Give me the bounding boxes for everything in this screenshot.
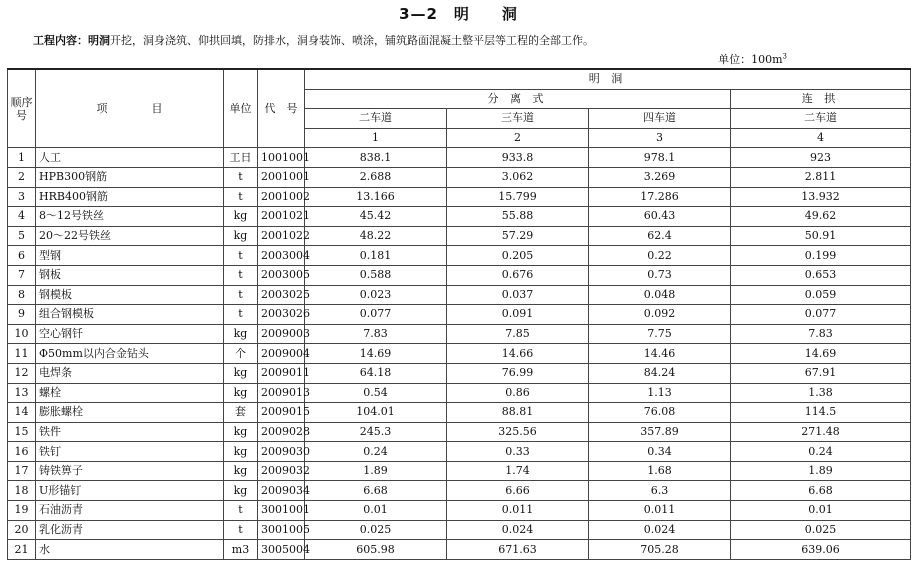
header-number: 4 bbox=[731, 128, 911, 148]
row-code: 2003026 bbox=[258, 305, 305, 325]
table-row bbox=[8, 481, 911, 501]
row-value: 0.011 bbox=[589, 501, 731, 521]
row-unit: kg bbox=[224, 226, 258, 246]
row-seq: 6 bbox=[8, 246, 36, 266]
row-code: 2009028 bbox=[258, 422, 305, 442]
row-seq: 2 bbox=[8, 167, 36, 187]
header-unit: 单位 bbox=[224, 69, 258, 148]
header-number: 3 bbox=[589, 128, 731, 148]
row-value: 0.01 bbox=[305, 501, 447, 521]
row-value: 17.286 bbox=[589, 187, 731, 207]
header-lane: 三车道 bbox=[447, 109, 589, 129]
row-value: 0.024 bbox=[447, 520, 589, 540]
row-item-name: 空心钢钎 bbox=[36, 324, 224, 344]
row-value: 7.85 bbox=[447, 324, 589, 344]
row-value: 76.99 bbox=[447, 363, 589, 383]
row-value: 114.5 bbox=[731, 403, 911, 423]
table-row bbox=[8, 344, 911, 364]
row-seq: 21 bbox=[8, 540, 36, 560]
row-seq: 17 bbox=[8, 461, 36, 481]
row-unit: kg bbox=[224, 461, 258, 481]
row-item-name: 石油沥青 bbox=[36, 501, 224, 521]
row-value: 0.34 bbox=[589, 442, 731, 462]
row-code: 1001001 bbox=[258, 148, 305, 168]
row-code: 2009004 bbox=[258, 344, 305, 364]
row-code: 2001002 bbox=[258, 187, 305, 207]
row-value: 671.63 bbox=[447, 540, 589, 560]
row-seq: 11 bbox=[8, 344, 36, 364]
row-seq: 19 bbox=[8, 501, 36, 521]
row-code: 2003005 bbox=[258, 265, 305, 285]
row-seq: 20 bbox=[8, 520, 36, 540]
row-value: 0.86 bbox=[447, 383, 589, 403]
row-code: 2009032 bbox=[258, 461, 305, 481]
row-value: 3.062 bbox=[447, 167, 589, 187]
header-number: 2 bbox=[447, 128, 589, 148]
row-value: 325.56 bbox=[447, 422, 589, 442]
header-lane: 二车道 bbox=[305, 109, 447, 129]
header-number: 1 bbox=[305, 128, 447, 148]
header-lane: 四车道 bbox=[589, 109, 731, 129]
row-seq: 18 bbox=[8, 481, 36, 501]
header-lane: 二车道 bbox=[731, 109, 911, 129]
row-value: 6.68 bbox=[305, 481, 447, 501]
table-row bbox=[8, 383, 911, 403]
row-item-name: 型钢 bbox=[36, 246, 224, 266]
row-seq: 4 bbox=[8, 207, 36, 227]
row-unit: 套 bbox=[224, 403, 258, 423]
row-value: 0.023 bbox=[305, 285, 447, 305]
row-unit: kg bbox=[224, 383, 258, 403]
row-value: 7.83 bbox=[305, 324, 447, 344]
row-item-name: U形锚钉 bbox=[36, 481, 224, 501]
table-row bbox=[8, 246, 911, 266]
row-unit: kg bbox=[224, 481, 258, 501]
row-value: 271.48 bbox=[731, 422, 911, 442]
row-value: 2.811 bbox=[731, 167, 911, 187]
row-value: 48.22 bbox=[305, 226, 447, 246]
row-value: 0.011 bbox=[447, 501, 589, 521]
row-code: 2009013 bbox=[258, 383, 305, 403]
row-value: 0.077 bbox=[305, 305, 447, 325]
table-row bbox=[8, 422, 911, 442]
row-value: 1.13 bbox=[589, 383, 731, 403]
row-value: 0.588 bbox=[305, 265, 447, 285]
row-seq: 13 bbox=[8, 383, 36, 403]
row-value: 55.88 bbox=[447, 207, 589, 227]
work-content-bold: 明洞 bbox=[88, 34, 110, 47]
row-value: 0.676 bbox=[447, 265, 589, 285]
header-row-1 bbox=[8, 69, 911, 89]
table-row bbox=[8, 501, 911, 521]
row-value: 7.83 bbox=[731, 324, 911, 344]
row-seq: 12 bbox=[8, 363, 36, 383]
row-item-name: 钢板 bbox=[36, 265, 224, 285]
row-unit: kg bbox=[224, 442, 258, 462]
row-unit: 工日 bbox=[224, 148, 258, 168]
quota-table bbox=[7, 68, 911, 560]
row-value: 50.91 bbox=[731, 226, 911, 246]
row-value: 45.42 bbox=[305, 207, 447, 227]
row-value: 3.269 bbox=[589, 167, 731, 187]
row-code: 2009011 bbox=[258, 363, 305, 383]
row-code: 2009003 bbox=[258, 324, 305, 344]
page-title: 3—2 明 洞 bbox=[399, 5, 518, 23]
row-value: 6.66 bbox=[447, 481, 589, 501]
table-row bbox=[8, 265, 911, 285]
row-value: 0.077 bbox=[731, 305, 911, 325]
table-row bbox=[8, 461, 911, 481]
row-value: 1.38 bbox=[731, 383, 911, 403]
row-value: 2.688 bbox=[305, 167, 447, 187]
row-value: 14.66 bbox=[447, 344, 589, 364]
row-code: 2009030 bbox=[258, 442, 305, 462]
row-item-name: HPB300钢筋 bbox=[36, 167, 224, 187]
table-row bbox=[8, 305, 911, 325]
table-body bbox=[8, 148, 911, 559]
row-value: 0.092 bbox=[589, 305, 731, 325]
header-item: 项 目 bbox=[36, 69, 224, 148]
row-item-name: HRB400钢筋 bbox=[36, 187, 224, 207]
row-value: 76.08 bbox=[589, 403, 731, 423]
row-code: 2009034 bbox=[258, 481, 305, 501]
row-seq: 1 bbox=[8, 148, 36, 168]
row-unit: 个 bbox=[224, 344, 258, 364]
table-row bbox=[8, 148, 911, 168]
table-row bbox=[8, 207, 911, 227]
row-value: 62.4 bbox=[589, 226, 731, 246]
row-value: 0.01 bbox=[731, 501, 911, 521]
row-code: 2001001 bbox=[258, 167, 305, 187]
row-item-name: 钢模板 bbox=[36, 285, 224, 305]
row-value: 6.68 bbox=[731, 481, 911, 501]
table-row bbox=[8, 167, 911, 187]
row-code: 3001005 bbox=[258, 520, 305, 540]
row-item-name: 20～22号铁丝 bbox=[36, 226, 224, 246]
row-seq: 5 bbox=[8, 226, 36, 246]
unit-label: 单位：$100m^3$ bbox=[718, 52, 787, 66]
row-code: 2003004 bbox=[258, 246, 305, 266]
row-unit: t bbox=[224, 305, 258, 325]
row-seq: 3 bbox=[8, 187, 36, 207]
row-value: 0.205 bbox=[447, 246, 589, 266]
row-unit: t bbox=[224, 167, 258, 187]
row-item-name: 螺栓 bbox=[36, 383, 224, 403]
row-value: 1.74 bbox=[447, 461, 589, 481]
header-group: 明 洞 bbox=[305, 69, 911, 89]
row-value: 0.091 bbox=[447, 305, 589, 325]
row-value: 13.932 bbox=[731, 187, 911, 207]
table-row bbox=[8, 226, 911, 246]
row-item-name: 乳化沥青 bbox=[36, 520, 224, 540]
row-value: 978.1 bbox=[589, 148, 731, 168]
row-unit: kg bbox=[224, 422, 258, 442]
row-unit: m3 bbox=[224, 540, 258, 560]
table-row bbox=[8, 540, 911, 560]
row-value: 13.166 bbox=[305, 187, 447, 207]
row-value: 88.81 bbox=[447, 403, 589, 423]
row-item-name: 组合钢模板 bbox=[36, 305, 224, 325]
table-row bbox=[8, 403, 911, 423]
row-value: 84.24 bbox=[589, 363, 731, 383]
row-item-name: 铸铁箅子 bbox=[36, 461, 224, 481]
row-value: 605.98 bbox=[305, 540, 447, 560]
row-code: 2001022 bbox=[258, 226, 305, 246]
row-value: 0.33 bbox=[447, 442, 589, 462]
row-unit: kg bbox=[224, 207, 258, 227]
row-value: 0.037 bbox=[447, 285, 589, 305]
row-code: 3001001 bbox=[258, 501, 305, 521]
row-unit: t bbox=[224, 520, 258, 540]
row-value: 6.3 bbox=[589, 481, 731, 501]
row-item-name: 铁件 bbox=[36, 422, 224, 442]
table-row bbox=[8, 520, 911, 540]
row-item-name: 水 bbox=[36, 540, 224, 560]
row-value: 838.1 bbox=[305, 148, 447, 168]
row-value: 49.62 bbox=[731, 207, 911, 227]
row-seq: 14 bbox=[8, 403, 36, 423]
row-value: 60.43 bbox=[589, 207, 731, 227]
row-item-name: Φ50mm以内合金钻头 bbox=[36, 344, 224, 364]
table-row bbox=[8, 285, 911, 305]
row-seq: 16 bbox=[8, 442, 36, 462]
row-code: 2003025 bbox=[258, 285, 305, 305]
table-row bbox=[8, 363, 911, 383]
row-item-name: 8～12号铁丝 bbox=[36, 207, 224, 227]
row-unit: t bbox=[224, 501, 258, 521]
row-value: 639.06 bbox=[731, 540, 911, 560]
row-code: 2009015 bbox=[258, 403, 305, 423]
row-item-name: 铁钉 bbox=[36, 442, 224, 462]
header-code: 代 号 bbox=[258, 69, 305, 148]
table-row bbox=[8, 442, 911, 462]
work-content-label: 工程内容： bbox=[33, 34, 88, 47]
row-value: 0.199 bbox=[731, 246, 911, 266]
row-value: 923 bbox=[731, 148, 911, 168]
header-separate: 分 离 式 bbox=[305, 89, 731, 109]
row-code: 2001021 bbox=[258, 207, 305, 227]
table-row bbox=[8, 187, 911, 207]
header-arch: 连 拱 bbox=[731, 89, 911, 109]
work-content bbox=[33, 32, 594, 48]
row-item-name: 膨胀螺栓 bbox=[36, 403, 224, 423]
row-unit: t bbox=[224, 187, 258, 207]
row-value: 14.46 bbox=[589, 344, 731, 364]
table-row bbox=[8, 324, 911, 344]
row-unit: kg bbox=[224, 324, 258, 344]
row-value: 0.24 bbox=[731, 442, 911, 462]
row-value: 0.73 bbox=[589, 265, 731, 285]
row-value: 57.29 bbox=[447, 226, 589, 246]
unit-superscript: 3 bbox=[782, 52, 787, 61]
row-value: 0.653 bbox=[731, 265, 911, 285]
row-value: 0.059 bbox=[731, 285, 911, 305]
row-unit: t bbox=[224, 285, 258, 305]
row-seq: 15 bbox=[8, 422, 36, 442]
row-item-name: 电焊条 bbox=[36, 363, 224, 383]
row-item-name: 人工 bbox=[36, 148, 224, 168]
row-seq: 10 bbox=[8, 324, 36, 344]
header-seq: 顺序号 bbox=[8, 69, 36, 148]
row-value: 67.91 bbox=[731, 363, 911, 383]
row-value: 705.28 bbox=[589, 540, 731, 560]
row-seq: 9 bbox=[8, 305, 36, 325]
row-value: 14.69 bbox=[731, 344, 911, 364]
row-unit: t bbox=[224, 246, 258, 266]
row-value: 1.68 bbox=[589, 461, 731, 481]
row-value: 0.025 bbox=[731, 520, 911, 540]
row-value: 0.22 bbox=[589, 246, 731, 266]
row-value: 0.024 bbox=[589, 520, 731, 540]
row-value: 64.18 bbox=[305, 363, 447, 383]
row-seq: 8 bbox=[8, 285, 36, 305]
row-value: 0.24 bbox=[305, 442, 447, 462]
row-unit: t bbox=[224, 265, 258, 285]
row-value: 0.54 bbox=[305, 383, 447, 403]
row-value: 0.048 bbox=[589, 285, 731, 305]
work-content-text: 开挖，洞身浇筑、仰拱回填，防排水，洞身装饰、喷涂，铺筑路面混凝土整平层等工程的全部工作。 bbox=[110, 34, 594, 47]
row-unit: kg bbox=[224, 363, 258, 383]
row-value: 7.75 bbox=[589, 324, 731, 344]
row-value: 104.01 bbox=[305, 403, 447, 423]
row-value: 0.025 bbox=[305, 520, 447, 540]
row-value: 933.8 bbox=[447, 148, 589, 168]
row-code: 3005004 bbox=[258, 540, 305, 560]
row-value: 1.89 bbox=[731, 461, 911, 481]
row-value: 15.799 bbox=[447, 187, 589, 207]
row-value: 245.3 bbox=[305, 422, 447, 442]
row-value: 14.69 bbox=[305, 344, 447, 364]
row-value: 1.89 bbox=[305, 461, 447, 481]
row-value: 0.181 bbox=[305, 246, 447, 266]
row-value: 357.89 bbox=[589, 422, 731, 442]
row-seq: 7 bbox=[8, 265, 36, 285]
